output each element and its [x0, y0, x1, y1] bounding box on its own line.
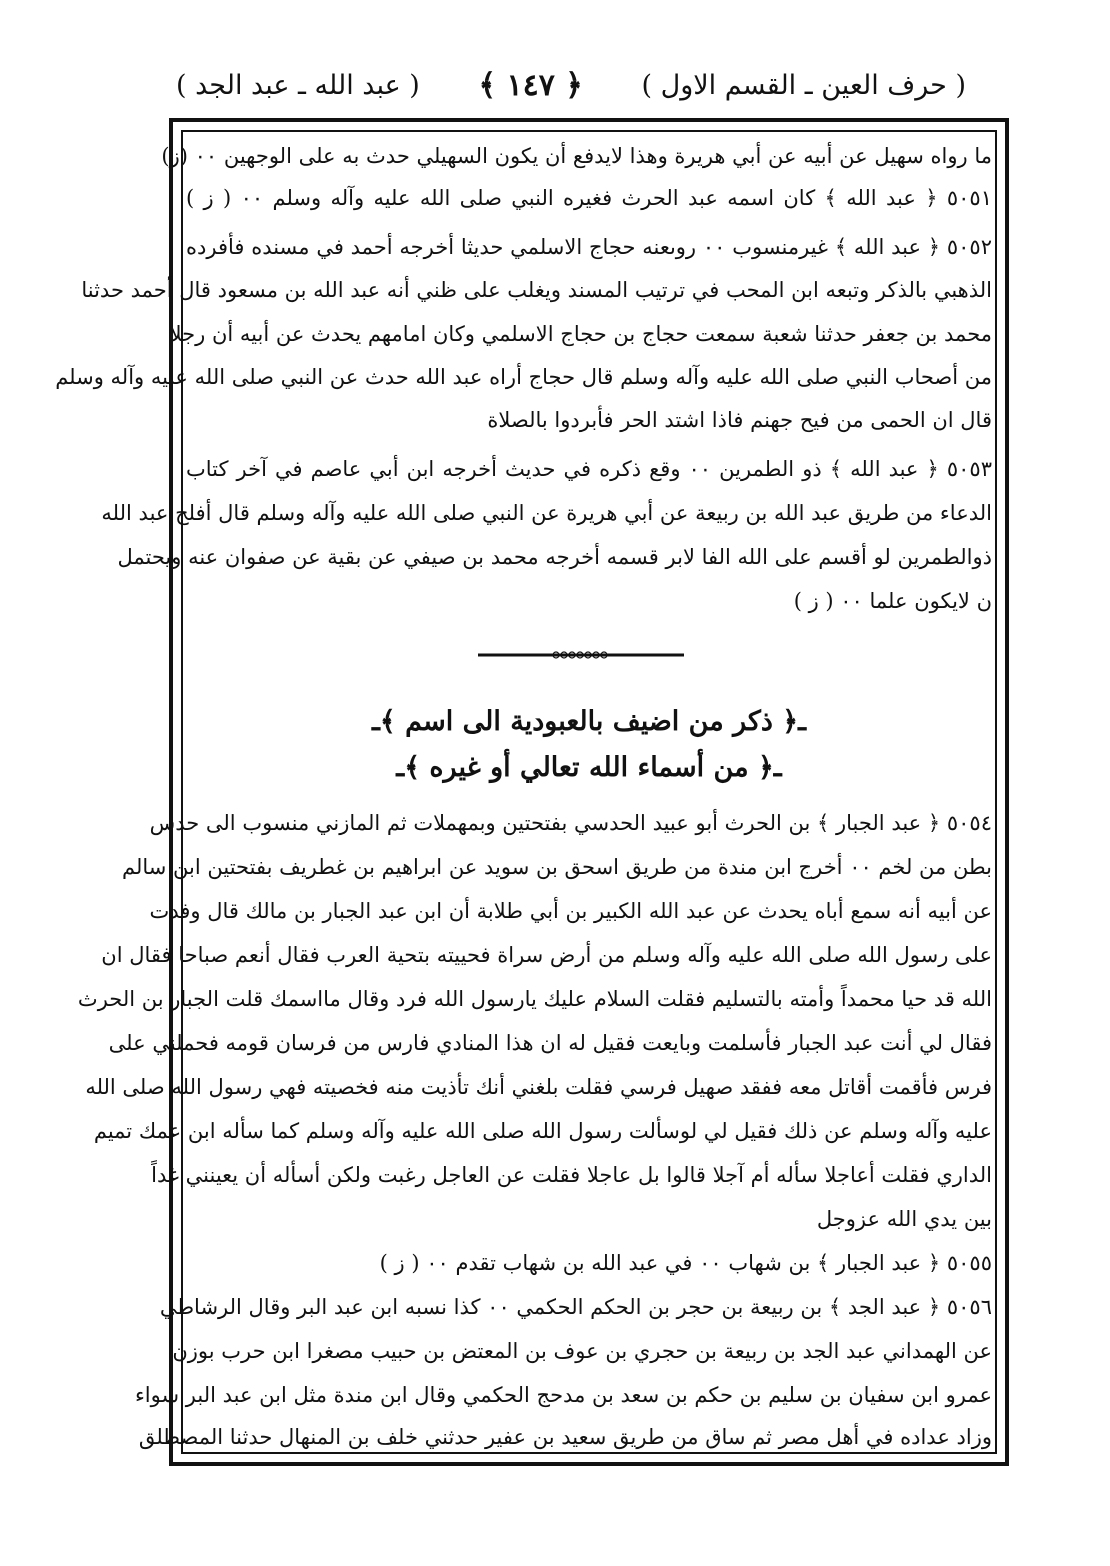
running-header — [176, 62, 966, 108]
text-line: ما رواه سهيل عن أبيه عن أبي هريرة وهذا لايدفع أن يكون السهيلي حدث به على الوجهين ٠٠ (ز) — [161, 144, 992, 168]
header-entries: ( عبد الله ـ عبد الجد ) — [176, 69, 420, 101]
text-line: ذوالطمرين لو أقسم على الله الفا لابر قسمه أخرجه محمد بن صيفي عن بقية عن صفوان عنه ويحتمل — [117, 545, 992, 569]
text-line: عن أبيه أنه سمع أباه يحدث عن عبد الله الكبير بن أبي طلابة أن ابن عبد الجبار بن مالك قال وفدت — [149, 899, 992, 923]
entry-5054: ٥٠٥٤ ﴿ عبد الجبار ﴾ بن الحرث أبو عبيد الحدسي بفتحتين وبمهملات ثم المازني منسوب الى حدس — [149, 811, 992, 835]
text-line: بطن من لخم ٠٠ أخرج ابن مندة من طريق اسحق بن سويد عن ابراهيم بن غطريف بفتحتين ابن سالم — [122, 855, 992, 879]
text-line: الداري فقلت أعاجلا سأله أم آجلا قالوا بل عاجلا فقلت عن العاجل رغبت ولكن أسأله أن يعينني غداً — [151, 1163, 992, 1187]
text-line: الله قد حيا محمداً وأمته بالتسليم فقلت السلام عليك يارسول الله فرد وقال مااسمك قلت الجبار بن الحرث — [77, 987, 992, 1011]
entry-5053: ٥٠٥٣ ﴿ عبد الله ﴾ ذو الطمرين ٠٠ وقع ذكره في حديث أخرجه ابن أبي عاصم في آخر كتاب — [186, 457, 992, 481]
text-line: ن لايكون علما ٠٠ ( ز ) — [793, 589, 992, 613]
text-line: الدعاء من طريق عبد الله بن ربيعة عن أبي هريرة عن النبي صلى الله عليه وآله وسلم قال أفلح عبد الله — [101, 501, 992, 525]
text-line: عن الهمداني عبد الجد بن ربيعة بن حجري بن عوف بن المعتض بن حبيب مصغرا ابن حرب بوزن — [172, 1339, 992, 1363]
text-line: عمرو ابن سفيان بن سليم بن حكم بن سعد بن مدحج الحكمي وقال ابن مندة مثل ابن عبد البر سواء — [134, 1383, 992, 1407]
entry-5056: ٥٠٥٦ ﴿ عبد الجد ﴾ بن ربيعة بن حجر بن الحكم الحكمي ٠٠ كذا نسبه ابن عبد البر وقال الرشاطي — [159, 1295, 992, 1319]
text-line: فرس فأقمت أقاتل معه ففقد صهيل فرسي فقلت بلغني أنك تأذيت منه فخصيته فهي رسول الله صلى الله — [85, 1075, 992, 1099]
entry-5052: ٥٠٥٢ ﴿ عبد الله ﴾ غيرمنسوب ٠٠ روىعنه حجاج الاسلمي حديثا أخرجه أحمد في مسنده فأفرده — [186, 235, 992, 259]
text-line: وزاد عداده في أهل مصر ثم ساق من طريق سعيد بن عفير حدثني خلف بن المنهال حدثنا المصطلق — [138, 1425, 992, 1449]
entry-5055: ٥٠٥٥ ﴿ عبد الجبار ﴾ بن شهاب ٠٠ في عبد الله بن شهاب تقدم ٠٠ ( ز ) — [379, 1251, 992, 1275]
text-line: الذهبي بالذكر وتبعه ابن المحب في ترتيب المسند ويغلب على ظني أنه عبد الله بن مسعود قال أحمد حدثنا — [81, 278, 992, 302]
text-line: على رسول الله صلى الله عليه وآله وسلم من أرض سراة فحييته بتحية العرب فقال أنعم صباحا فقال ان — [101, 943, 992, 967]
text-line: من أصحاب النبي صلى الله عليه وآله وسلم قال حجاج أراه عبد الله حدث عن النبي صلى الله عليه وآله وسلم — [55, 365, 992, 389]
text-line: فقال لي أنت عبد الجبار فأسلمت وبايعت فقيل له ان هذا المنادي فارس من فرسان قومه فحملني على — [108, 1031, 992, 1055]
page-number: ﴿ ١٤٧ ﴾ — [478, 67, 583, 103]
text-line: بين يدي الله عزوجل — [816, 1207, 992, 1231]
text-line: عليه وآله وسلم عن ذلك فقيل لي لوسألت رسول الله صلى الله عليه وآله وسلم كما سأله ابن عمك تميم — [93, 1119, 992, 1143]
section-heading-line2: ـ﴿ من أسماء الله تعالي أو غيره ﴾ـ — [396, 752, 782, 783]
text-line: قال ان الحمى من فيح جهنم فاذا اشتد الحر فأبردوا بالصلاة — [487, 408, 992, 432]
ornament-divider — [476, 650, 686, 660]
section-heading-line1: ـ﴿ ذكر من اضيف بالعبودية الى اسم ﴾ـ — [371, 706, 806, 737]
text-line: محمد بن جعفر حدثنا شعبة سمعت حجاج بن حجاج الاسلمي وكان امامهم يحدث عن أبيه أن رجلا — [169, 322, 992, 346]
header-chapter: ( حرف العين ـ القسم الاول ) — [641, 69, 966, 101]
entry-5051: ٥٠٥١ ﴿ عبد الله ﴾ كان اسمه عبد الحرث فغيره النبي صلى الله عليه وآله وسلم ٠٠ ( ز ) — [186, 186, 992, 210]
text-block — [55, 130, 992, 1450]
